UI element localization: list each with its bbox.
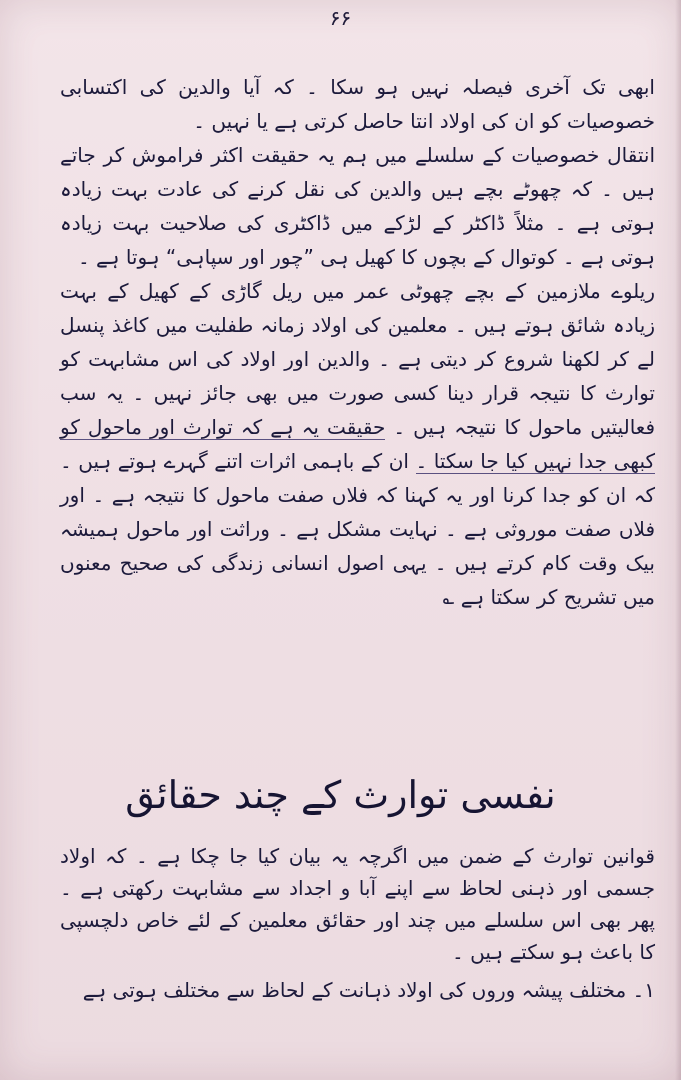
underlined-sentence: حقیقت یہ ہے کہ توارث اور ماحول کو کبھی جدا نہیں کیا جا سکتا ۔ xyxy=(60,415,656,473)
paragraph-3-text: ریلوے ملازمین کے بچے چھوٹی عمر میں ریل گاڑی کے کھیل کے بہت زیادہ شائق ہوتے ہیں ۔ معلمین کی اولاد زمانہ طفلیت میں کاغذ پنسل لے کر لکھنا شروع کر دیتی ہے ۔ والدین اور اولاد کی اس مشابہت کو توارث کا نتیجہ قرار دینا کسی صورت میں بھی جائز نہیں ۔ یہ سب فعالیتیں ماحول کا نتیجہ ہیں ۔ xyxy=(60,279,656,439)
paragraph-3-tail: ان کے باہمی اثرات اتنے گہرے ہوتے ہیں ۔ کہ ان کو جدا کرنا اور یہ کہنا کہ فلاں صفت ماحول کا نتیجہ ہے ۔ اور فلاں صفت موروثی ہے ۔ نہایت مشکل ہے ۔ وراثت اور ماحول ہمیشہ بیک وقت کام کرتے ہیں ۔ یہی اصول انسانی زندگی کی صحیح معنوں میں تشریح کر سکتا ہے ؎ xyxy=(60,449,655,609)
section-text xyxy=(60,840,655,1006)
paragraph-3 xyxy=(60,274,655,614)
page-number: ۶۶ xyxy=(329,6,352,30)
list-item: ۱۔ مختلف پیشہ وروں کی اولاد ذہانت کے لحاظ سے مختلف ہوتی ہے xyxy=(82,978,655,1002)
paragraph-2: انتقال خصوصیات کے سلسلے میں ہم یہ حقیقت اکثر فراموش کر جاتے ہیں ۔ کہ چھوٹے بچے ہیں والدین کی نقل کرنے کی عادت بہت زیادہ ہوتی ہے ۔ مثلاً ڈاکٹر کے لڑکے میں ڈاکٹری کی صلاحیت بہت زیادہ ہوتی ہے ۔ کوتوال کے بچوں کا کھیل ہی ”چور اور سپاہی“ ہوتا ہے ۔ xyxy=(60,143,655,269)
section-paragraph: قوانین توارث کے ضمن میں اگرچہ یہ بیان کیا جا چکا ہے ۔ کہ اولاد جسمی اور ذہنی لحاظ سے اپنے آبا و اجداد سے مشابہت رکھتی ہے ۔ پھر بھی اس سلسلے میں چند اور حقائق معلمین کے لئے خاص دلچسپی کا باعث ہو سکتے ہیں ۔ xyxy=(60,844,655,964)
paragraph-1: ابھی تک آخری فیصلہ نہیں ہو سکا ۔ کہ آیا والدین کی اکتسابی خصوصیات کو ان کی اولاد انتا حاصل کرتی ہے یا نہیں ۔ xyxy=(60,75,655,133)
scan-edge xyxy=(675,0,681,1080)
body-text xyxy=(60,70,655,614)
section-heading: نفسی توارث کے چند حقائق xyxy=(125,773,556,817)
